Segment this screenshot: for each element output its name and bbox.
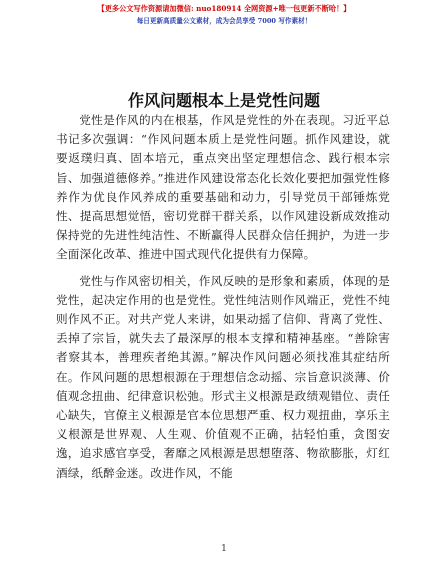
paragraph-2: 党性与作风密切相关，作风反映的是形象和素质，体现的是党性，起决定作用的也是党性。党性纯洁则作风端正，党性不纯则作风不正。对共产党人来讲，如果动摇了信仰、背离了党性、丢掉了宗旨，就失去了最深厚的根本支撑和精神基座。“善除害者察其本，善理疾者绝其源。”解决作风问题必须找准其症结所在。作风问题的思想根源在于理想信念动摇、宗旨意识淡薄、价值观念扭曲、纪律意识松弛。形式主义根源是政绩观错位、责任心缺失，官僚主义根源是官本位思想严重、权力观扭曲，享乐主义根源是世界观、人生观、价值观不正确，拈轻怕重，贪图安逸，追求感官享受，奢靡之风根源是思想堕落、物欲膨胀，灯红酒绿，纸醉金迷。改进作风，不能 <box>56 273 390 480</box>
document-title: 作风问题根本上是党性问题 <box>127 91 320 110</box>
page-number: 1 <box>221 544 227 554</box>
promo-line-2: 每日更新高质量公文素材，成为会员享受 7000 写作素材！ <box>136 17 312 25</box>
paragraph-1: 党性是作风的内在根基，作风是党性的外在表现。习近平总书记多次强调：“作风问题本质上是党性问题。抓作风建设，就要返璞归真、固本培元，重点突出坚定理想信念、践行根本宗旨、加强道德修养。”推进作风建设常态化长效化要把加强党性修养作为优良作风养成的重要基础和动力，引导党员干部锤炼党性、提高思想觉悟，密切党群干群关系，以作风建设新成效推动保持党的先进性纯洁性、不断赢得人民群众信任拥护，为进一步全面深化改革、推进中国式现代化提供有力保障。 <box>56 113 390 262</box>
promo-banner <box>0 4 448 26</box>
promo-line-1: 【更多公文写作资源请加微信: nuo180914 全网资源+唯一包更新不断哈！】 <box>97 4 351 13</box>
document-body <box>56 111 390 483</box>
